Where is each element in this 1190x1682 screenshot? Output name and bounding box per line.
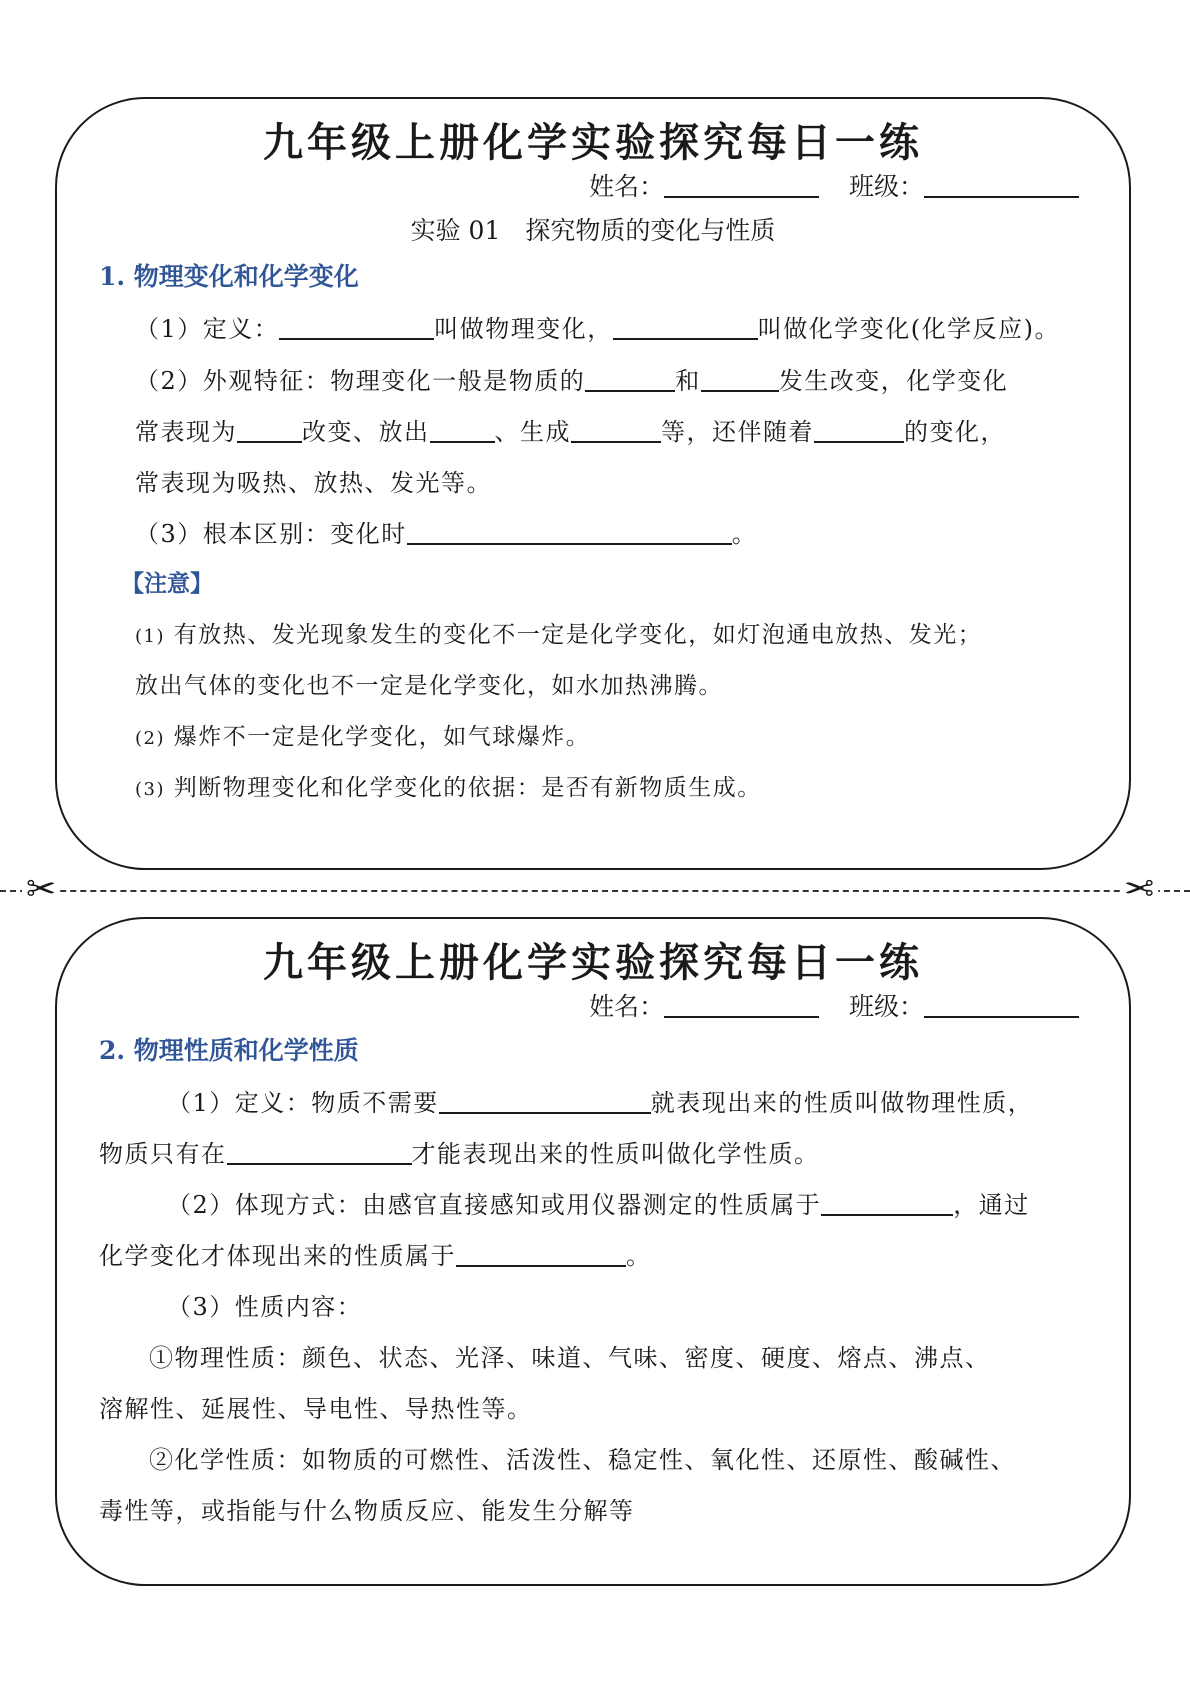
worksheet-card-2 <box>55 917 1131 1586</box>
experiment-subtitle: 实验 01 探究物质的变化与性质 <box>410 216 776 245</box>
class-field[interactable] <box>924 171 1079 198</box>
answer-blank[interactable] <box>407 519 732 545</box>
feature-line-3: 常表现为吸热、放热、发光等。 <box>135 469 492 497</box>
page-title: 九年级上册化学实验探究每日一练 <box>263 119 923 166</box>
note-2: (2) 爆炸不一定是化学变化，如气球爆炸。 <box>135 724 591 750</box>
note-1-cont: 放出气体的变化也不一定是化学变化，如水加热沸腾。 <box>135 673 723 699</box>
worksheet-card-1 <box>55 97 1131 870</box>
expression-line-1: （2）体现方式：由感官直接感知或用仪器测定的性质属于 ，通过 <box>167 1191 1030 1219</box>
section-heading: 1. 物理变化和化学变化 <box>99 262 359 291</box>
scissors-icon: ✂ <box>1120 870 1158 910</box>
definition-line-2: 物质只有在 才能表现出来的性质叫做化学性质。 <box>99 1140 820 1168</box>
expression-line-2: 化学变化才体现出来的性质属于 。 <box>99 1242 652 1270</box>
name-field[interactable] <box>664 171 819 198</box>
note-heading: 【注意】 <box>121 570 213 597</box>
definition-line: （1）定义： 叫做物理变化， 叫做化学变化(化学反应)。 <box>135 315 1061 343</box>
name-label: 姓名： <box>589 172 665 201</box>
answer-blank[interactable] <box>821 1190 953 1216</box>
name-field[interactable] <box>664 991 819 1018</box>
answer-blank[interactable] <box>227 1139 412 1165</box>
physical-properties: ①物理性质：颜色、状态、光泽、味道、气味、密度、硬度、熔点、沸点、 <box>149 1344 991 1372</box>
content-heading: （3）性质内容： <box>167 1293 363 1321</box>
name-class-row <box>589 167 1079 203</box>
feature-line-1: （2）外观特征：物理变化一般是物质的 和 发生改变，化学变化 <box>135 367 1009 395</box>
cut-line <box>0 890 1190 892</box>
answer-blank[interactable] <box>613 314 758 340</box>
physical-properties-cont: 溶解性、延展性、导电性、导热性等。 <box>99 1395 533 1423</box>
answer-blank[interactable] <box>439 1088 651 1114</box>
difference-line: （3）根本区别：变化时 。 <box>135 520 758 548</box>
answer-blank[interactable] <box>430 417 495 443</box>
feature-line-2: 常表现为 改变、放出 、生成 等，还伴随着 的变化， <box>135 418 1006 446</box>
note-3: (3) 判断物理变化和化学变化的依据：是否有新物质生成。 <box>135 775 762 801</box>
class-field[interactable] <box>924 991 1079 1018</box>
answer-blank[interactable] <box>456 1241 626 1267</box>
page-title: 九年级上册化学实验探究每日一练 <box>263 939 923 986</box>
answer-blank[interactable] <box>701 366 779 392</box>
answer-blank[interactable] <box>585 366 675 392</box>
chemical-properties: ②化学性质：如物质的可燃性、活泼性、稳定性、氧化性、还原性、酸碱性、 <box>149 1446 1016 1474</box>
name-label: 姓名： <box>589 992 665 1021</box>
name-class-row <box>589 987 1079 1023</box>
chemical-properties-cont: 毒性等，或指能与什么物质反应、能发生分解等 <box>99 1497 635 1525</box>
definition-line-1: （1）定义：物质不需要 就表现出来的性质叫做物理性质， <box>167 1089 1034 1117</box>
answer-blank[interactable] <box>279 314 434 340</box>
note-1: (1) 有放热、发光现象发生的变化不一定是化学变化，如灯泡通电放热、发光； <box>135 622 983 648</box>
class-label: 班级： <box>848 992 924 1021</box>
answer-blank[interactable] <box>571 417 661 443</box>
class-label: 班级： <box>848 172 924 201</box>
answer-blank[interactable] <box>814 417 904 443</box>
scissors-icon: ✂ <box>22 870 60 910</box>
section-heading: 2. 物理性质和化学性质 <box>99 1036 359 1065</box>
answer-blank[interactable] <box>237 417 302 443</box>
